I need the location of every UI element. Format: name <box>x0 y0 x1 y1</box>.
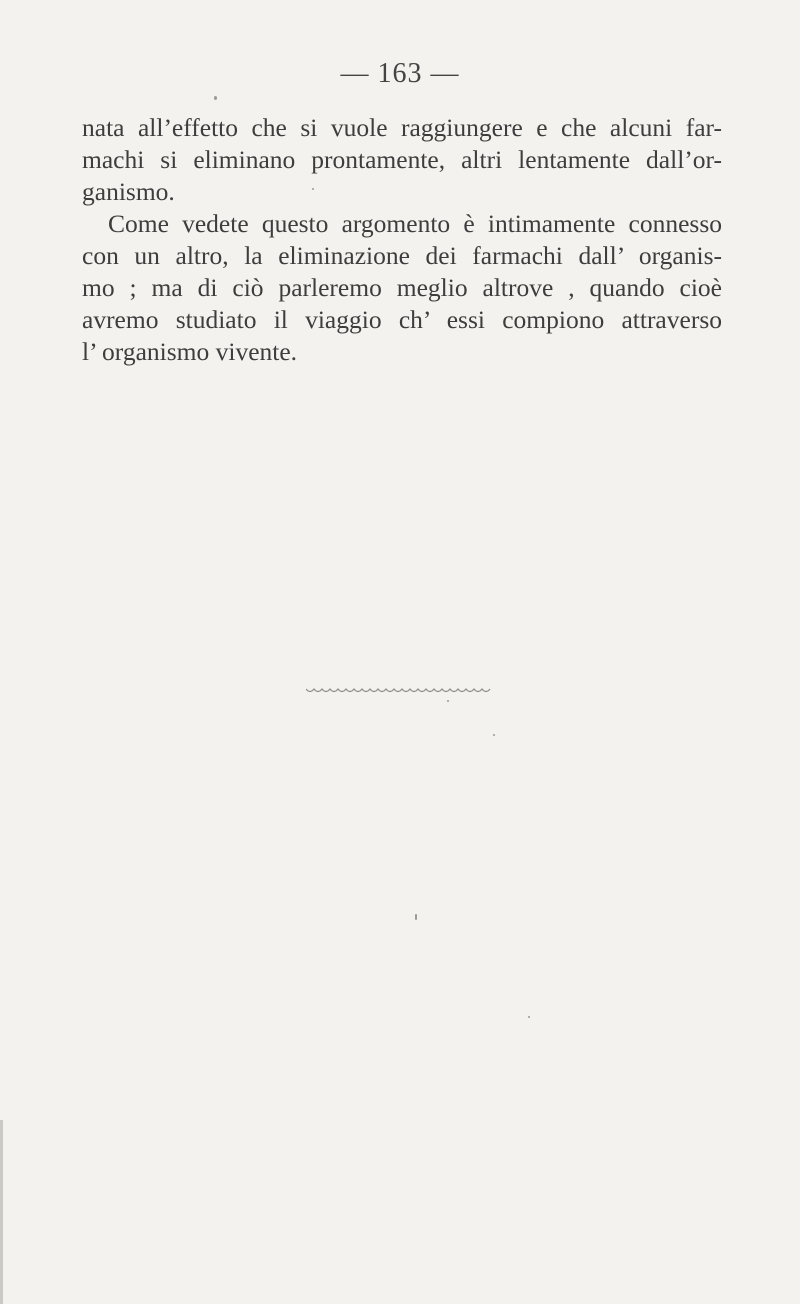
text-line: l’ organismo vivente. <box>82 337 298 366</box>
text-line: machi si eliminano prontamente, altri lentamente dall’or- <box>82 145 722 174</box>
paper-speck <box>493 734 495 736</box>
text-line: con un altro, la eliminazione dei farmachi dall’ organis- <box>82 241 722 270</box>
paper-speck <box>214 96 217 100</box>
paper-speck <box>528 1016 530 1018</box>
wavy-divider-ornament <box>306 684 496 694</box>
text-line: ganismo. <box>82 177 175 206</box>
text-line: mo ; ma di ciò parleremo meglio altrove , quando cioè <box>82 273 722 302</box>
text-line: Come vedete questo argomento è intimamente connesso <box>108 209 722 238</box>
body-text <box>82 112 722 368</box>
paper-speck <box>0 1120 3 1304</box>
text-line: nata all’effetto che si vuole raggiungere e che alcuni far- <box>82 113 722 142</box>
paper-speck <box>415 914 417 920</box>
paper-speck <box>312 188 314 190</box>
paper-speck <box>447 700 449 702</box>
text-line: avremo studiato il viaggio ch’ essi compiono attraverso <box>82 305 722 334</box>
page-number: — 163 — <box>340 58 460 89</box>
